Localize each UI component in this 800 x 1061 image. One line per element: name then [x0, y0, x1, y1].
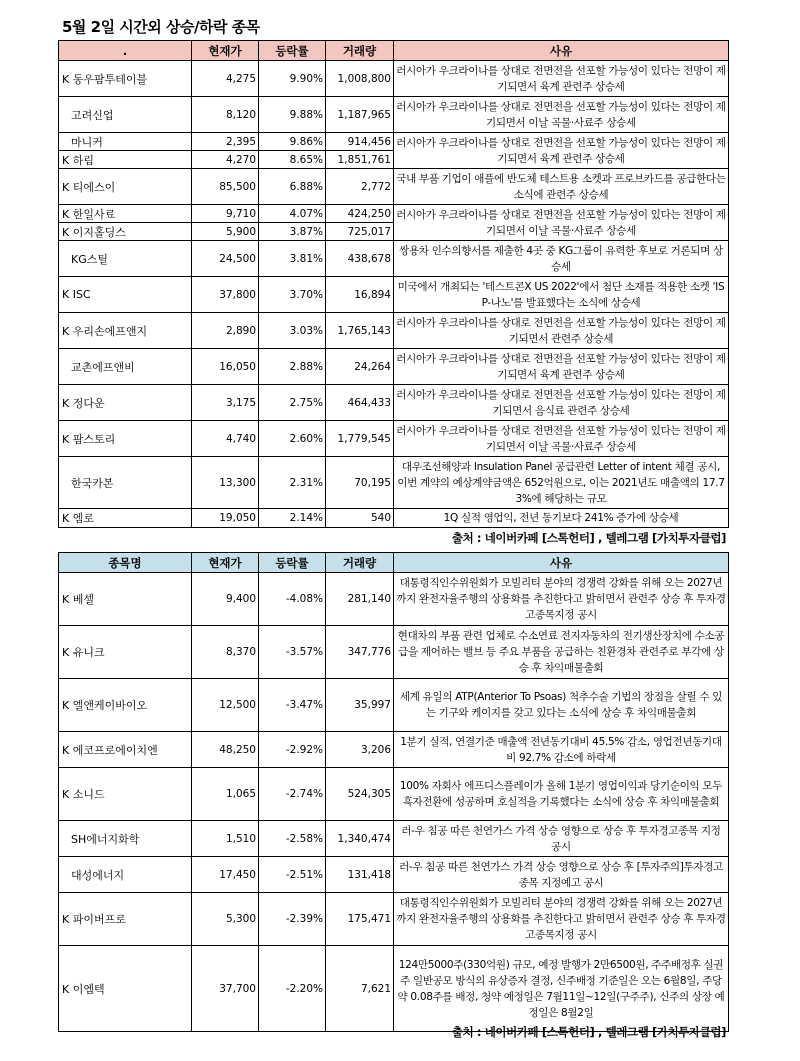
current-price: 12,500: [192, 679, 259, 732]
reason-text: 쌍용차 인수의향서를 제출한 4곳 중 KG그룹이 유력한 후보로 거론되며 상승세: [394, 241, 729, 277]
reason-text: 러시아가 우크라이나를 상대로 전면전을 선포할 가능성이 있다는 전망이 제기되면서 이날 곡물·사료주 상승세: [394, 205, 729, 241]
trade-volume: 24,264: [326, 349, 394, 385]
table-row: [59, 313, 729, 349]
reason-text: 러시아가 우크라이나를 상대로 전면전을 선포할 가능성이 있다는 전망이 제기되면서 육계 관련주 상승세: [394, 133, 729, 169]
reason-text: 러시아가 우크라이나를 상대로 전면전을 선포할 가능성이 있다는 전망이 제기되면서 이날 곡물·사료주 상승세: [394, 97, 729, 133]
change-rate: -2.39%: [259, 893, 326, 946]
reason-text: 1분기 실적, 연결기준 매출액 전년동기대비 45.5% 감소, 영업전년동기대비 92.7% 감소에 하락세: [394, 732, 729, 768]
current-price: 9,710: [192, 205, 259, 223]
trade-volume: 1,340,474: [326, 821, 394, 857]
change-rate: 3.81%: [259, 241, 326, 277]
source-credit: 출처 : 네이버카페 [스톡헌터] , 텔레그램 [가치투자클럽]: [451, 1025, 726, 1039]
current-price: 19,050: [192, 509, 259, 528]
current-price: 8,120: [192, 97, 259, 133]
change-rate: -2.58%: [259, 821, 326, 857]
change-rate: 3.70%: [259, 277, 326, 313]
reason-text: 대통령직인수위원회가 모빌리티 분야의 경쟁력 강화를 위해 오는 2027년까지 완전자율주행의 상용화를 추진한다고 밝히면서 관련주 상승 후 투자경고종목지정 공시: [394, 893, 729, 946]
stock-name: K 팜스토리: [59, 421, 192, 457]
stock-name: 고려신업: [59, 97, 192, 133]
reason-text: 러시아가 우크라이나를 상대로 전면전을 선포할 가능성이 있다는 전망이 제기되면서 관련주 상승세: [394, 313, 729, 349]
reason-text: 러-우 침공 따른 천연가스 가격 상승 영향으로 상승 후 투자경고종목 지정 공시: [394, 821, 729, 857]
change-rate: 3.03%: [259, 313, 326, 349]
change-rate: 8.65%: [259, 151, 326, 169]
stock-name: 한국카본: [59, 457, 192, 509]
trade-volume: 1,851,761: [326, 151, 394, 169]
reason-text: 세계 유일의 ATP(Anterior To Psoas) 척추수술 기법의 장점을 살릴 수 있는 기구와 케이지를 갖고 있다는 소식에 상승 후 차익매물출회: [394, 679, 729, 732]
reason-text: 대우조선해양과 Insulation Panel 공급관련 Letter of intent 체결 공시, 이번 계약의 예상계약금액은 652억원으로, 이는 2021년도 매출액의 17.73%에 해당하는 규모: [394, 457, 729, 509]
reason-text: 러시아가 우크라이나를 상대로 전면전을 선포할 가능성이 있다는 전망이 제기되면서 음식료 관련주 상승세: [394, 385, 729, 421]
table-row: [59, 857, 729, 893]
table-row: [59, 61, 729, 97]
stock-name: 대성에너지: [59, 857, 192, 893]
stock-name: K 엘앤케이바이오: [59, 679, 192, 732]
current-price: 5,900: [192, 223, 259, 241]
trade-volume: 16,894: [326, 277, 394, 313]
table-row: [59, 679, 729, 732]
stock-name: K 정다운: [59, 385, 192, 421]
stock-name: K 동우팜투테이블: [59, 61, 192, 97]
stock-name: K 이엠텍: [59, 946, 192, 1032]
stock-name: K 이지홀딩스: [59, 223, 192, 241]
current-price: 48,250: [192, 732, 259, 768]
header-name: .: [59, 41, 192, 61]
reason-text: 1Q 실적 영업익, 전년 동기보다 241% 증가에 상승세: [394, 509, 729, 528]
change-rate: -4.08%: [259, 573, 326, 626]
reason-text: 러시아가 우크라이나를 상대로 전면전을 선포할 가능성이 있다는 전망이 제기되면서 육계 관련주 상승세: [394, 61, 729, 97]
trade-volume: 35,997: [326, 679, 394, 732]
stock-name: K 파이버프로: [59, 893, 192, 946]
page-title: 5월 2일 시간외 상승/하락 종목: [62, 18, 260, 36]
header-volume: 거래량: [326, 41, 394, 61]
change-rate: 2.88%: [259, 349, 326, 385]
header-volume: 거래량: [326, 553, 394, 573]
table-row: [59, 893, 729, 946]
trade-volume: 131,418: [326, 857, 394, 893]
table-row: [59, 732, 729, 768]
table-row: [59, 241, 729, 277]
current-price: 85,500: [192, 169, 259, 205]
current-price: 1,065: [192, 768, 259, 821]
table-row: [59, 169, 729, 205]
table-header-row: [59, 41, 729, 61]
rising-stocks-table: [58, 40, 729, 528]
trade-volume: 3,206: [326, 732, 394, 768]
trade-volume: 438,678: [326, 241, 394, 277]
change-rate: 2.75%: [259, 385, 326, 421]
source-credit: 출처 : 네이버카페 [스톡헌터] , 텔레그램 [가치투자클럽]: [451, 531, 726, 545]
table-row: [59, 946, 729, 1032]
reason-text: 현대차의 부품 관련 업체로 수소연료 전지자동차의 전기생산장치에 수소공급을 제어하는 밸브 등 주요 부품을 공급하는 친환경차 관련주로 부각에 상승 후 차익매물출회: [394, 626, 729, 679]
trade-volume: 725,017: [326, 223, 394, 241]
reason-text: 러시아가 우크라이나를 상대로 전면전을 선포할 가능성이 있다는 전망이 제기되면서 이날 곡물·사료주 상승세: [394, 421, 729, 457]
stock-name: K 에코프로에이치엔: [59, 732, 192, 768]
trade-volume: 1,187,965: [326, 97, 394, 133]
trade-volume: 70,195: [326, 457, 394, 509]
reason-text: 국내 부품 기업이 애플에 반도체 테스트용 소켓과 프로브카드를 공급한다는 소식에 관련주 상승세: [394, 169, 729, 205]
table-row: [59, 573, 729, 626]
change-rate: 6.88%: [259, 169, 326, 205]
current-price: 37,700: [192, 946, 259, 1032]
table-row: [59, 457, 729, 509]
reason-text: 100% 자회사 에프디스플레이가 올해 1분기 영업이익과 당기순이익 모두 흑자전환에 성공하며 호실적을 기록했다는 소식에 상승 후 차익매물출회: [394, 768, 729, 821]
stock-name: 마니커: [59, 133, 192, 151]
current-price: 37,800: [192, 277, 259, 313]
current-price: 1,510: [192, 821, 259, 857]
header-reason: 사유: [394, 41, 729, 61]
stock-name: K 한일사료: [59, 205, 192, 223]
reason-text: 124만5000주(330억원) 규모, 예정 발행가 2만6500원, 주주배정후 실권주 일반공모 방식의 유상증자 결정, 신주배정 기준일은 오는 6월8일, 주당 약 0.08주를 배정, 청약 예정일은 7월11일~12일(구주주), 신주의 상장 예정일은 8월2일: [394, 946, 729, 1032]
change-rate: 9.90%: [259, 61, 326, 97]
header-name: 종목명: [59, 553, 192, 573]
current-price: 13,300: [192, 457, 259, 509]
stock-name: K 우리손에프앤지: [59, 313, 192, 349]
change-rate: -3.57%: [259, 626, 326, 679]
trade-volume: 424,250: [326, 205, 394, 223]
stock-name: K ISC: [59, 277, 192, 313]
current-price: 8,370: [192, 626, 259, 679]
header-rate: 등락률: [259, 553, 326, 573]
stock-name: K 하림: [59, 151, 192, 169]
trade-volume: 540: [326, 509, 394, 528]
table-row: [59, 97, 729, 133]
current-price: 2,395: [192, 133, 259, 151]
current-price: 4,270: [192, 151, 259, 169]
trade-volume: 1,765,143: [326, 313, 394, 349]
trade-volume: 2,772: [326, 169, 394, 205]
current-price: 2,890: [192, 313, 259, 349]
change-rate: 9.88%: [259, 97, 326, 133]
change-rate: 2.31%: [259, 457, 326, 509]
trade-volume: 347,776: [326, 626, 394, 679]
trade-volume: 281,140: [326, 573, 394, 626]
stock-name: K 소니드: [59, 768, 192, 821]
current-price: 24,500: [192, 241, 259, 277]
table-row: [59, 133, 729, 151]
table-row: [59, 277, 729, 313]
current-price: 17,450: [192, 857, 259, 893]
reason-text: 러시아가 우크라이나를 상대로 전면전을 선포할 가능성이 있다는 전망이 제기되면서 육계 관련주 상승세: [394, 349, 729, 385]
current-price: 4,275: [192, 61, 259, 97]
current-price: 16,050: [192, 349, 259, 385]
header-price: 현재가: [192, 41, 259, 61]
change-rate: 2.60%: [259, 421, 326, 457]
reason-text: 대통령직인수위원회가 모빌리티 분야의 경쟁력 강화를 위해 오는 2027년까지 완전자율주행의 상용화를 추진한다고 밝히면서 관련주 상승 후 투자경고종목지정 공시: [394, 573, 729, 626]
stock-name: K 티에스이: [59, 169, 192, 205]
table-row: [59, 421, 729, 457]
current-price: 9,400: [192, 573, 259, 626]
trade-volume: 175,471: [326, 893, 394, 946]
change-rate: -2.51%: [259, 857, 326, 893]
stock-name: KG스틸: [59, 241, 192, 277]
change-rate: -2.74%: [259, 768, 326, 821]
current-price: 4,740: [192, 421, 259, 457]
header-rate: 등락률: [259, 41, 326, 61]
change-rate: 3.87%: [259, 223, 326, 241]
table-row: [59, 205, 729, 223]
trade-volume: 1,008,800: [326, 61, 394, 97]
change-rate: 4.07%: [259, 205, 326, 223]
trade-volume: 464,433: [326, 385, 394, 421]
table-row: [59, 768, 729, 821]
header-price: 현재가: [192, 553, 259, 573]
table-row: [59, 349, 729, 385]
trade-volume: 1,779,545: [326, 421, 394, 457]
table-header-row: [59, 553, 729, 573]
table-row: [59, 385, 729, 421]
falling-stocks-table: [58, 552, 729, 1032]
change-rate: -3.47%: [259, 679, 326, 732]
change-rate: 2.14%: [259, 509, 326, 528]
header-reason: 사유: [394, 553, 729, 573]
current-price: 5,300: [192, 893, 259, 946]
stock-name: 교촌에프앤비: [59, 349, 192, 385]
stock-name: K 엠로: [59, 509, 192, 528]
table-row: [59, 509, 729, 528]
stock-name: K 유니크: [59, 626, 192, 679]
table-row: [59, 821, 729, 857]
current-price: 3,175: [192, 385, 259, 421]
stock-name: SH에너지화학: [59, 821, 192, 857]
trade-volume: 524,305: [326, 768, 394, 821]
reason-text: 미국에서 개최되는 '테스트콘X US 2022'에서 첨단 소재를 적용한 소켓 'ISP-나노'를 발표했다는 소식에 상승세: [394, 277, 729, 313]
table-row: [59, 626, 729, 679]
trade-volume: 914,456: [326, 133, 394, 151]
change-rate: -2.92%: [259, 732, 326, 768]
change-rate: -2.20%: [259, 946, 326, 1032]
stock-name: K 베셀: [59, 573, 192, 626]
change-rate: 9.86%: [259, 133, 326, 151]
reason-text: 러-우 침공 따른 천연가스 가격 상승 영향으로 상승 후 [투자주의]투자경고종목 지정예고 공시: [394, 857, 729, 893]
trade-volume: 7,621: [326, 946, 394, 1032]
